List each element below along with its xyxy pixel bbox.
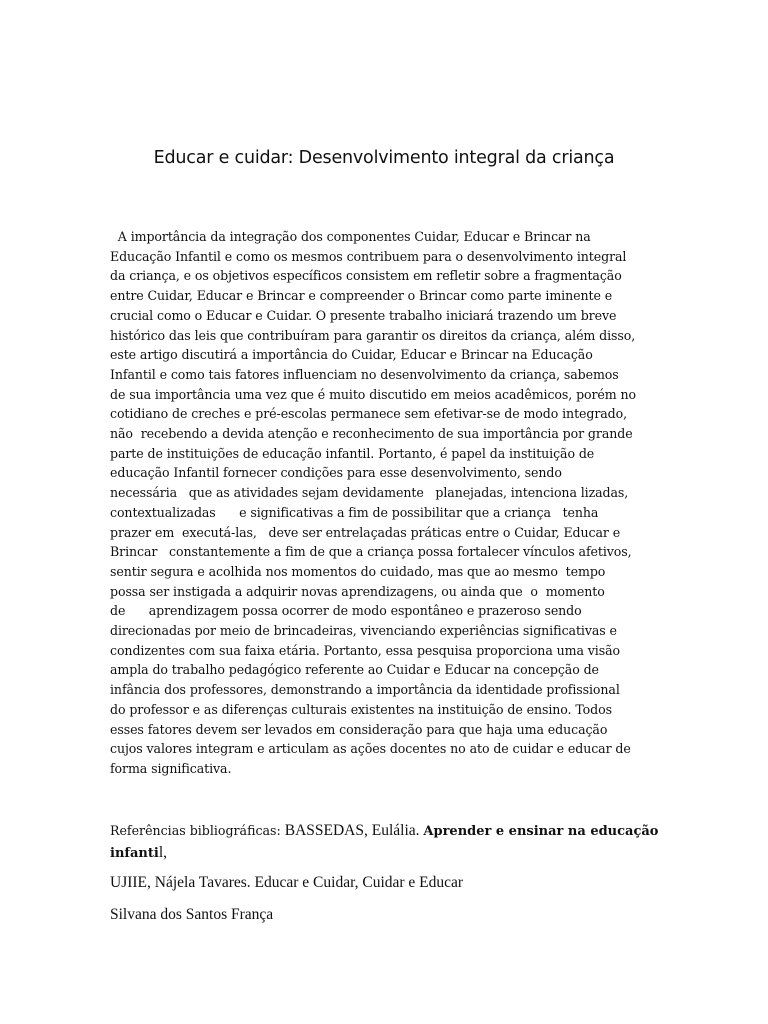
body-line: do professor e as diferenças culturais existentes na instituição de ensino. Todos — [110, 701, 612, 717]
body-line: condizentes com sua faixa etária. Portanto, essa pesquisa proporciona uma visão — [110, 642, 620, 658]
body-line: histórico das leis que contribuíram para garantir os direitos da criança, além disso, — [110, 327, 636, 343]
body-line: forma significativa. — [110, 760, 232, 776]
body-line: prazer em executá-las, deve ser entrelaçadas práticas entre o Cuidar, Educar e — [110, 524, 621, 540]
body-line: ampla do trabalho pedagógico referente ao Cuidar e Educar na concepção de — [110, 662, 599, 678]
body-line: Infantil e como tais fatores influenciam no desenvolvimento da criança, sabemos — [110, 366, 619, 382]
reference-author-name: Silvana dos Santos França — [110, 906, 274, 923]
body-line: educação Infantil fornecer condições para esse desenvolvimento, sendo — [110, 465, 562, 481]
body-line: parte de instituições de educação infantil. Portanto, é papel da instituição de — [110, 445, 595, 461]
body-line: Brincar constantemente a fim de que a criança possa fortalecer vínculos afetivos, — [110, 544, 632, 560]
body-line: infância dos professores, demonstrando a importância da identidade profissional — [110, 682, 620, 698]
body-line: necessária que as atividades sejam devidamente planejadas, intenciona lizadas, — [110, 485, 629, 501]
body-line: de aprendizagem possa ocorrer de modo espontâneo e prazeroso sendo — [110, 603, 582, 619]
document-title: Educar e cuidar: Desenvolvimento integral da criança — [153, 148, 615, 168]
body-line: esses fatores devem ser levados em consideração para que haja uma educação — [110, 721, 608, 737]
body-line: não recebendo a devida atenção e reconhecimento de sua importância por grande — [110, 426, 633, 442]
references-label: Referências bibliográficas: — [110, 823, 285, 838]
body-line: cotidiano de creches e pré-escolas permanece sem efetivar-se de modo integrado, — [110, 406, 628, 422]
body-line: crucial como o Educar e Cuidar. O presente trabalho iniciará trazendo um breve — [110, 307, 617, 323]
body-line: Educação Infantil e como os mesmos contribuem para o desenvolvimento integral — [110, 248, 627, 264]
references-section — [110, 820, 670, 923]
body-line: entre Cuidar, Educar e Brincar e compreender o Brincar como parte iminente e — [110, 288, 613, 304]
body-line: sentir segura e acolhida nos momentos do cuidado, mas que ao mesmo tempo — [110, 563, 606, 579]
body-line: direcionadas por meio de brincadeiras, vivenciando experiências significativas e — [110, 623, 617, 639]
body-line: da criança, e os objetivos específicos consistem em refletir sobre a fragmentação — [110, 268, 622, 284]
body-line: possa ser instigada a adquirir novas aprendizagens, ou ainda que o momento — [110, 583, 605, 599]
reference-bassedas — [110, 820, 670, 864]
reference-author: BASSEDAS, Eulália. — [284, 822, 424, 839]
body-line: de sua importância uma vez que é muito discutido em meios acadêmicos, porém no — [110, 386, 637, 402]
document-body — [110, 227, 670, 779]
body-line: contextualizadas e significativas a fim de possibilitar que a criança tenha — [110, 504, 599, 520]
body-line: cujos valores integram e articulam as ações docentes no ato de cuidar e educar de — [110, 741, 631, 757]
reference-book-title-tail: l, — [158, 844, 167, 861]
body-line: A importância da integração dos componentes Cuidar, Educar e Brincar na — [110, 229, 591, 244]
body-line: este artigo discutirá a importância do Cuidar, Educar e Brincar na Educação — [110, 347, 593, 363]
reference-book-title: Aprender e ensinar na educação infanti — [110, 824, 659, 861]
reference-ujiie: UJIIE, Nájela Tavares. Educar e Cuidar, Cuidar e Educar — [110, 874, 464, 891]
